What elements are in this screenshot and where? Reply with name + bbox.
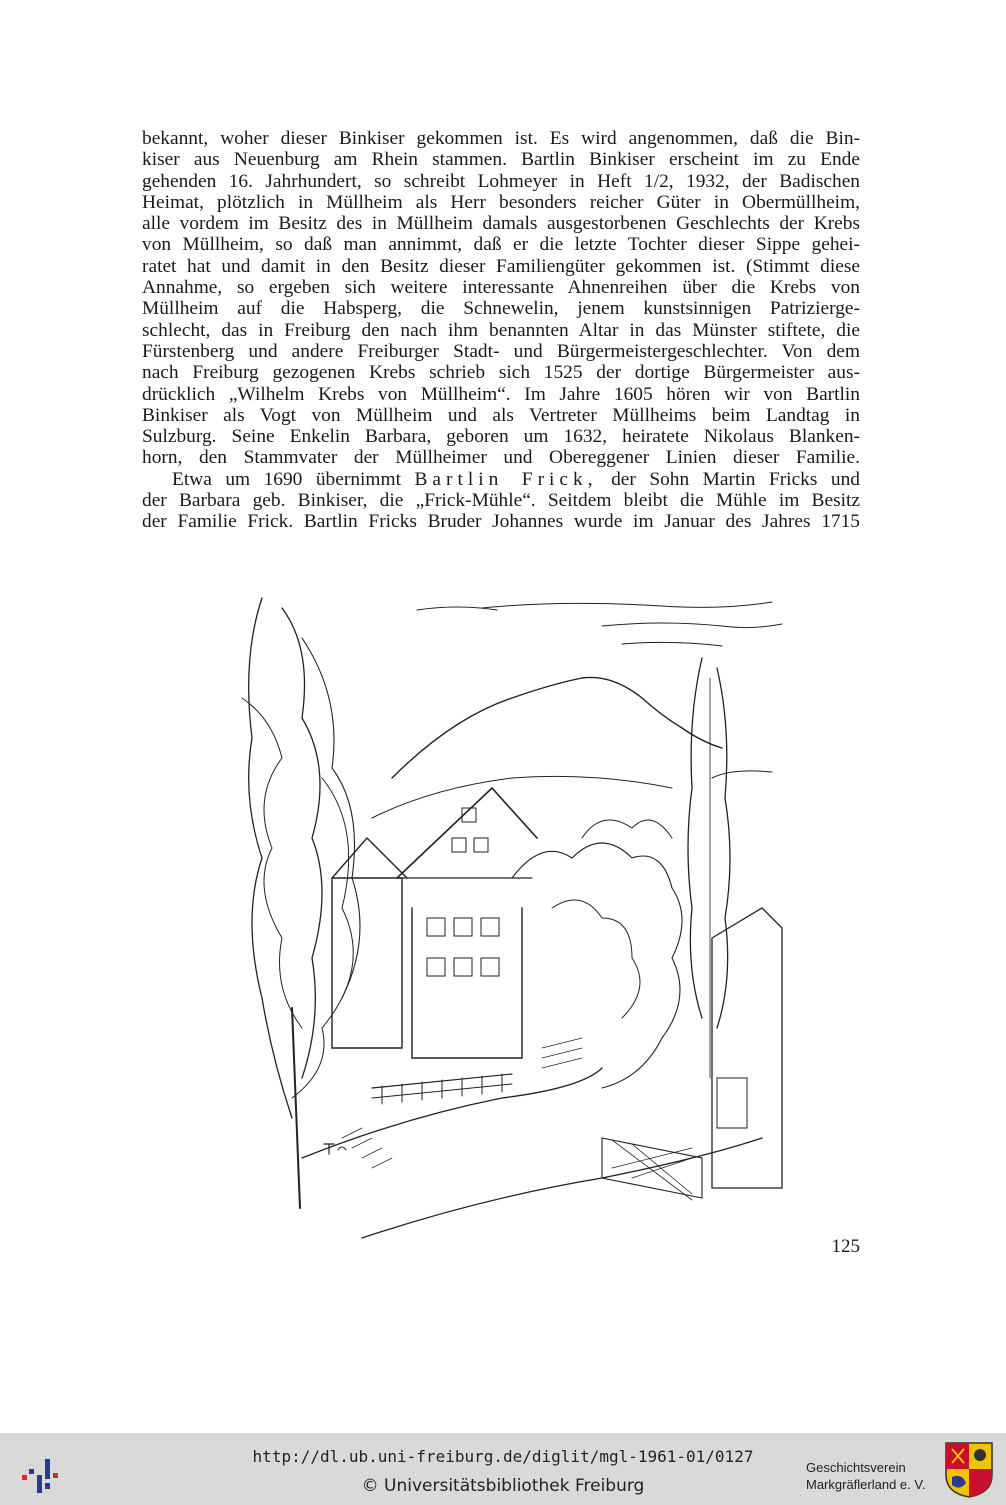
footer-url[interactable]: http://dl.ub.uni-freiburg.de/diglit/mgl-1961-01/0127 xyxy=(252,1447,754,1466)
text-line: der Barbara geb. Binkiser, die „Frick-Mühle“. Seitdem bleibt die Mühle im Besitz xyxy=(142,490,860,512)
society-line: Geschichtsverein xyxy=(806,1460,906,1475)
para2-before: Etwa um 1690 übernimmt xyxy=(172,468,401,490)
text-line: Müllheim auf die Habsperg, die Schnewelin, jenem kunstsinnigen Patrizierge- xyxy=(142,298,860,320)
text-line: nach Freiburg gezogenen Krebs schrieb sich 1525 der dortige Bürgermeister aus- xyxy=(142,362,860,384)
text-line: Annahme, so ergeben sich weitere interessante Ahnenreihen über die Krebs von xyxy=(142,277,860,299)
text-line: der Familie Frick. Bartlin Fricks Bruder Johannes wurde im Januar des Jahres 1715 xyxy=(142,511,860,533)
text-line: Sulzburg. Seine Enkelin Barbara, geboren um 1632, heiratete Nikolaus Blanken- xyxy=(142,426,860,448)
text-line: kiser aus Neuenburg am Rhein stammen. Bartlin Binkiser erscheint im zu Ende xyxy=(142,149,860,171)
text-line: drücklich „Wilhelm Krebs von Müllheim“. Im Jahre 1605 hören wir von Bartlin xyxy=(142,383,860,405)
coat-of-arms-icon xyxy=(944,1441,994,1499)
text-line: Heimat, plötzlich in Müllheim als Herr besonders reicher Güter in Obermüllheim, xyxy=(142,191,860,213)
page-number: 125 xyxy=(831,1236,860,1257)
footer-copyright: © Universitätsbibliothek Freiburg xyxy=(361,1476,645,1496)
text-line: von Müllheim, so daß man annimmt, daß er die letzte Tochter dieser Sippe gehei- xyxy=(142,234,860,256)
text-line: ratet hat und damit in den Besitz dieser Familiengüter gekommen ist. (Stimmt diese xyxy=(142,255,860,277)
mill-illustration xyxy=(222,578,788,1240)
text-line: horn, den Stammvater der Müllheimer und Obereggener Linien dieser Familie. xyxy=(142,447,860,469)
text-line-para2 xyxy=(142,469,860,490)
text-line: schlecht, das in Freiburg den nach ihm benannten Altar in das Münster stiftete, die xyxy=(142,319,860,341)
body-text xyxy=(142,128,860,533)
text-line: Fürstenberg und andere Freiburger Stadt- und Bürgermeistergeschlechter. Von dem xyxy=(142,340,860,362)
person-name: Bartlin Frick, xyxy=(414,468,598,490)
text-line: gehenden 16. Jahrhundert, so schreibt Lohmeyer in Heft 1/2, 1932, der Badischen xyxy=(142,170,860,192)
text-line: Binkiser als Vogt von Müllheim und als Vertreter Müllheims beim Landtag in xyxy=(142,404,860,426)
society-line: Markgräflerland e. V. xyxy=(806,1477,926,1492)
text-line: bekannt, woher dieser Binkiser gekommen ist. Es wird angenommen, daß die Bin- xyxy=(142,128,860,149)
text-line: alle vordem im Besitz des in Müllheim damals ausgestorbenen Geschlechts der Krebs xyxy=(142,213,860,235)
footer-bar xyxy=(0,1433,1006,1505)
para2-after: der Sohn Martin Fricks und xyxy=(611,468,860,490)
footer-society-name xyxy=(806,1459,936,1493)
